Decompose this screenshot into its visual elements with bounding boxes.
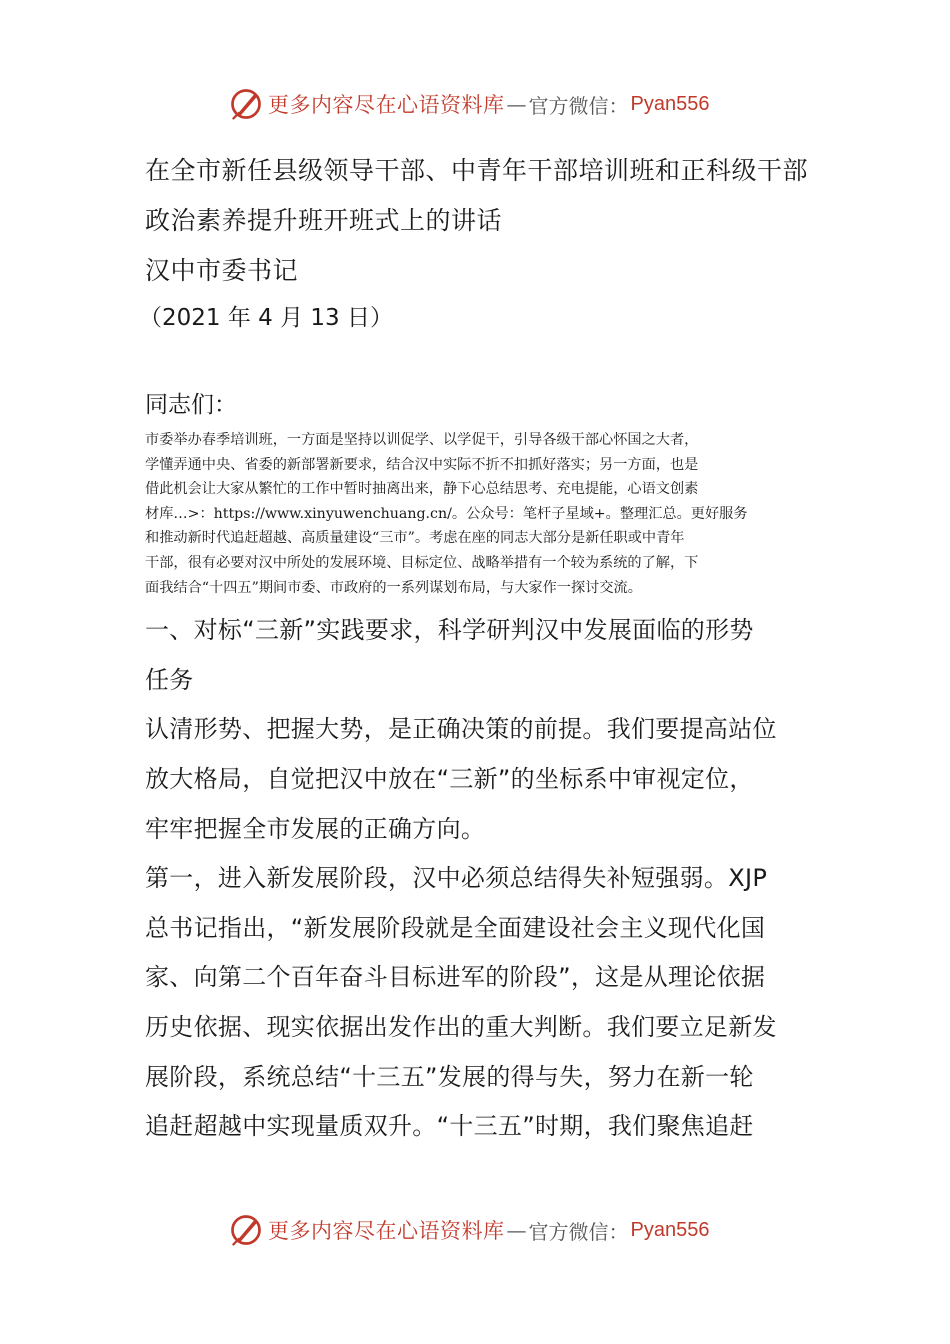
intro-line: 市委举办春季培训班，一方面是坚持以训促学、以学促干，引导各级干部心怀国之大者，	[145, 432, 699, 448]
section-heading-line: 一、对标“三新”实践要求，科学研判汉中发展面临的形势	[145, 616, 754, 645]
body-line: 历史依据、现实依据出发作出的重大判断。我们要立足新发	[145, 1012, 777, 1041]
banner-text: 更多内容尽在心语资料库	[268, 1219, 505, 1243]
banner-wechat-label: 官方微信：	[528, 93, 629, 118]
body-line: 展阶段，系统总结“十三五”发展的得与失，努力在新一轮	[145, 1062, 754, 1091]
body-paragraph-1	[145, 705, 809, 854]
document-body	[139, 146, 809, 1152]
banner-separator: —	[506, 92, 527, 116]
intro-line: 面我结合“十四五”期间市委、市政府的一系列谋划布局，与大家作一探讨交流。	[145, 579, 642, 596]
body-line: 第一，进入新发展阶段，汉中必须总结得失补短强弱。XJP	[145, 864, 768, 893]
section-heading-line: 任务	[145, 665, 194, 694]
page-title	[145, 146, 809, 246]
intro-line: 学懂弄通中央、省委的新部署新要求，结合汉中实际不折不扣抓好落实；另一方面，也是	[145, 456, 699, 473]
intro-line: 借此机会让大家从繁忙的工作中暂时抽离出来，静下心总结思考、充电提能，心语文创素	[145, 481, 699, 498]
body-line: 总书记指出，“新发展阶段就是全面建设社会主义现代化国	[145, 913, 766, 942]
spacer	[145, 340, 809, 382]
intro-line: 和推动新时代追赶超越、高质量建设“三市”。考虑在座的同志大部分是新任职或中青年	[145, 530, 685, 547]
speaker-line: 汉中市委书记	[145, 256, 299, 285]
greeting: 同志们：	[145, 392, 237, 418]
banner-text: 更多内容尽在心语资料库	[268, 93, 505, 117]
intro-paragraph	[145, 428, 809, 600]
intro-line: 干部，很有必要对汉中所处的发展环境、目标定位、战略举措有一个较为系统的了解，下	[145, 554, 699, 571]
banner-wechat-id: Pyan556	[630, 92, 710, 115]
title-line: 政治素养提升班开班式上的讲话	[145, 206, 503, 235]
body-line: 追赶超越中实现量质双升。“十三五”时期，我们聚焦追赶	[145, 1112, 754, 1141]
body-line: 牢牢把握全市发展的正确方向。	[145, 814, 486, 843]
body-line: 家、向第二个百年奋斗目标进军的阶段”，这是从理论依据	[145, 963, 766, 992]
date-line: （2021 年 4 月 13 日）	[139, 305, 393, 331]
body-paragraph-2	[145, 854, 809, 1152]
quill-logo-icon	[228, 86, 264, 122]
banner-wechat-id: Pyan556	[630, 1218, 710, 1241]
title-line: 在全市新任县级领导干部、中青年干部培训班和正科级干部	[145, 156, 809, 185]
section-heading	[145, 606, 809, 705]
body-line: 放大格局，自觉把汉中放在“三新”的坐标系中审视定位，	[145, 764, 754, 793]
body-line: 认清形势、把握大势，是正确决策的前提。我们要提高站位	[145, 715, 777, 744]
quill-logo-icon	[228, 1212, 264, 1248]
footer-watermark-banner	[228, 1210, 748, 1250]
intro-line: 材库…>：https://www.xinyuwenchuang.cn/。公众号：笔杆子星域+。整理汇总。更好服务	[145, 505, 748, 522]
header-watermark-banner	[228, 84, 748, 124]
banner-separator: —	[506, 1218, 527, 1242]
banner-wechat-label: 官方微信：	[528, 1219, 629, 1244]
